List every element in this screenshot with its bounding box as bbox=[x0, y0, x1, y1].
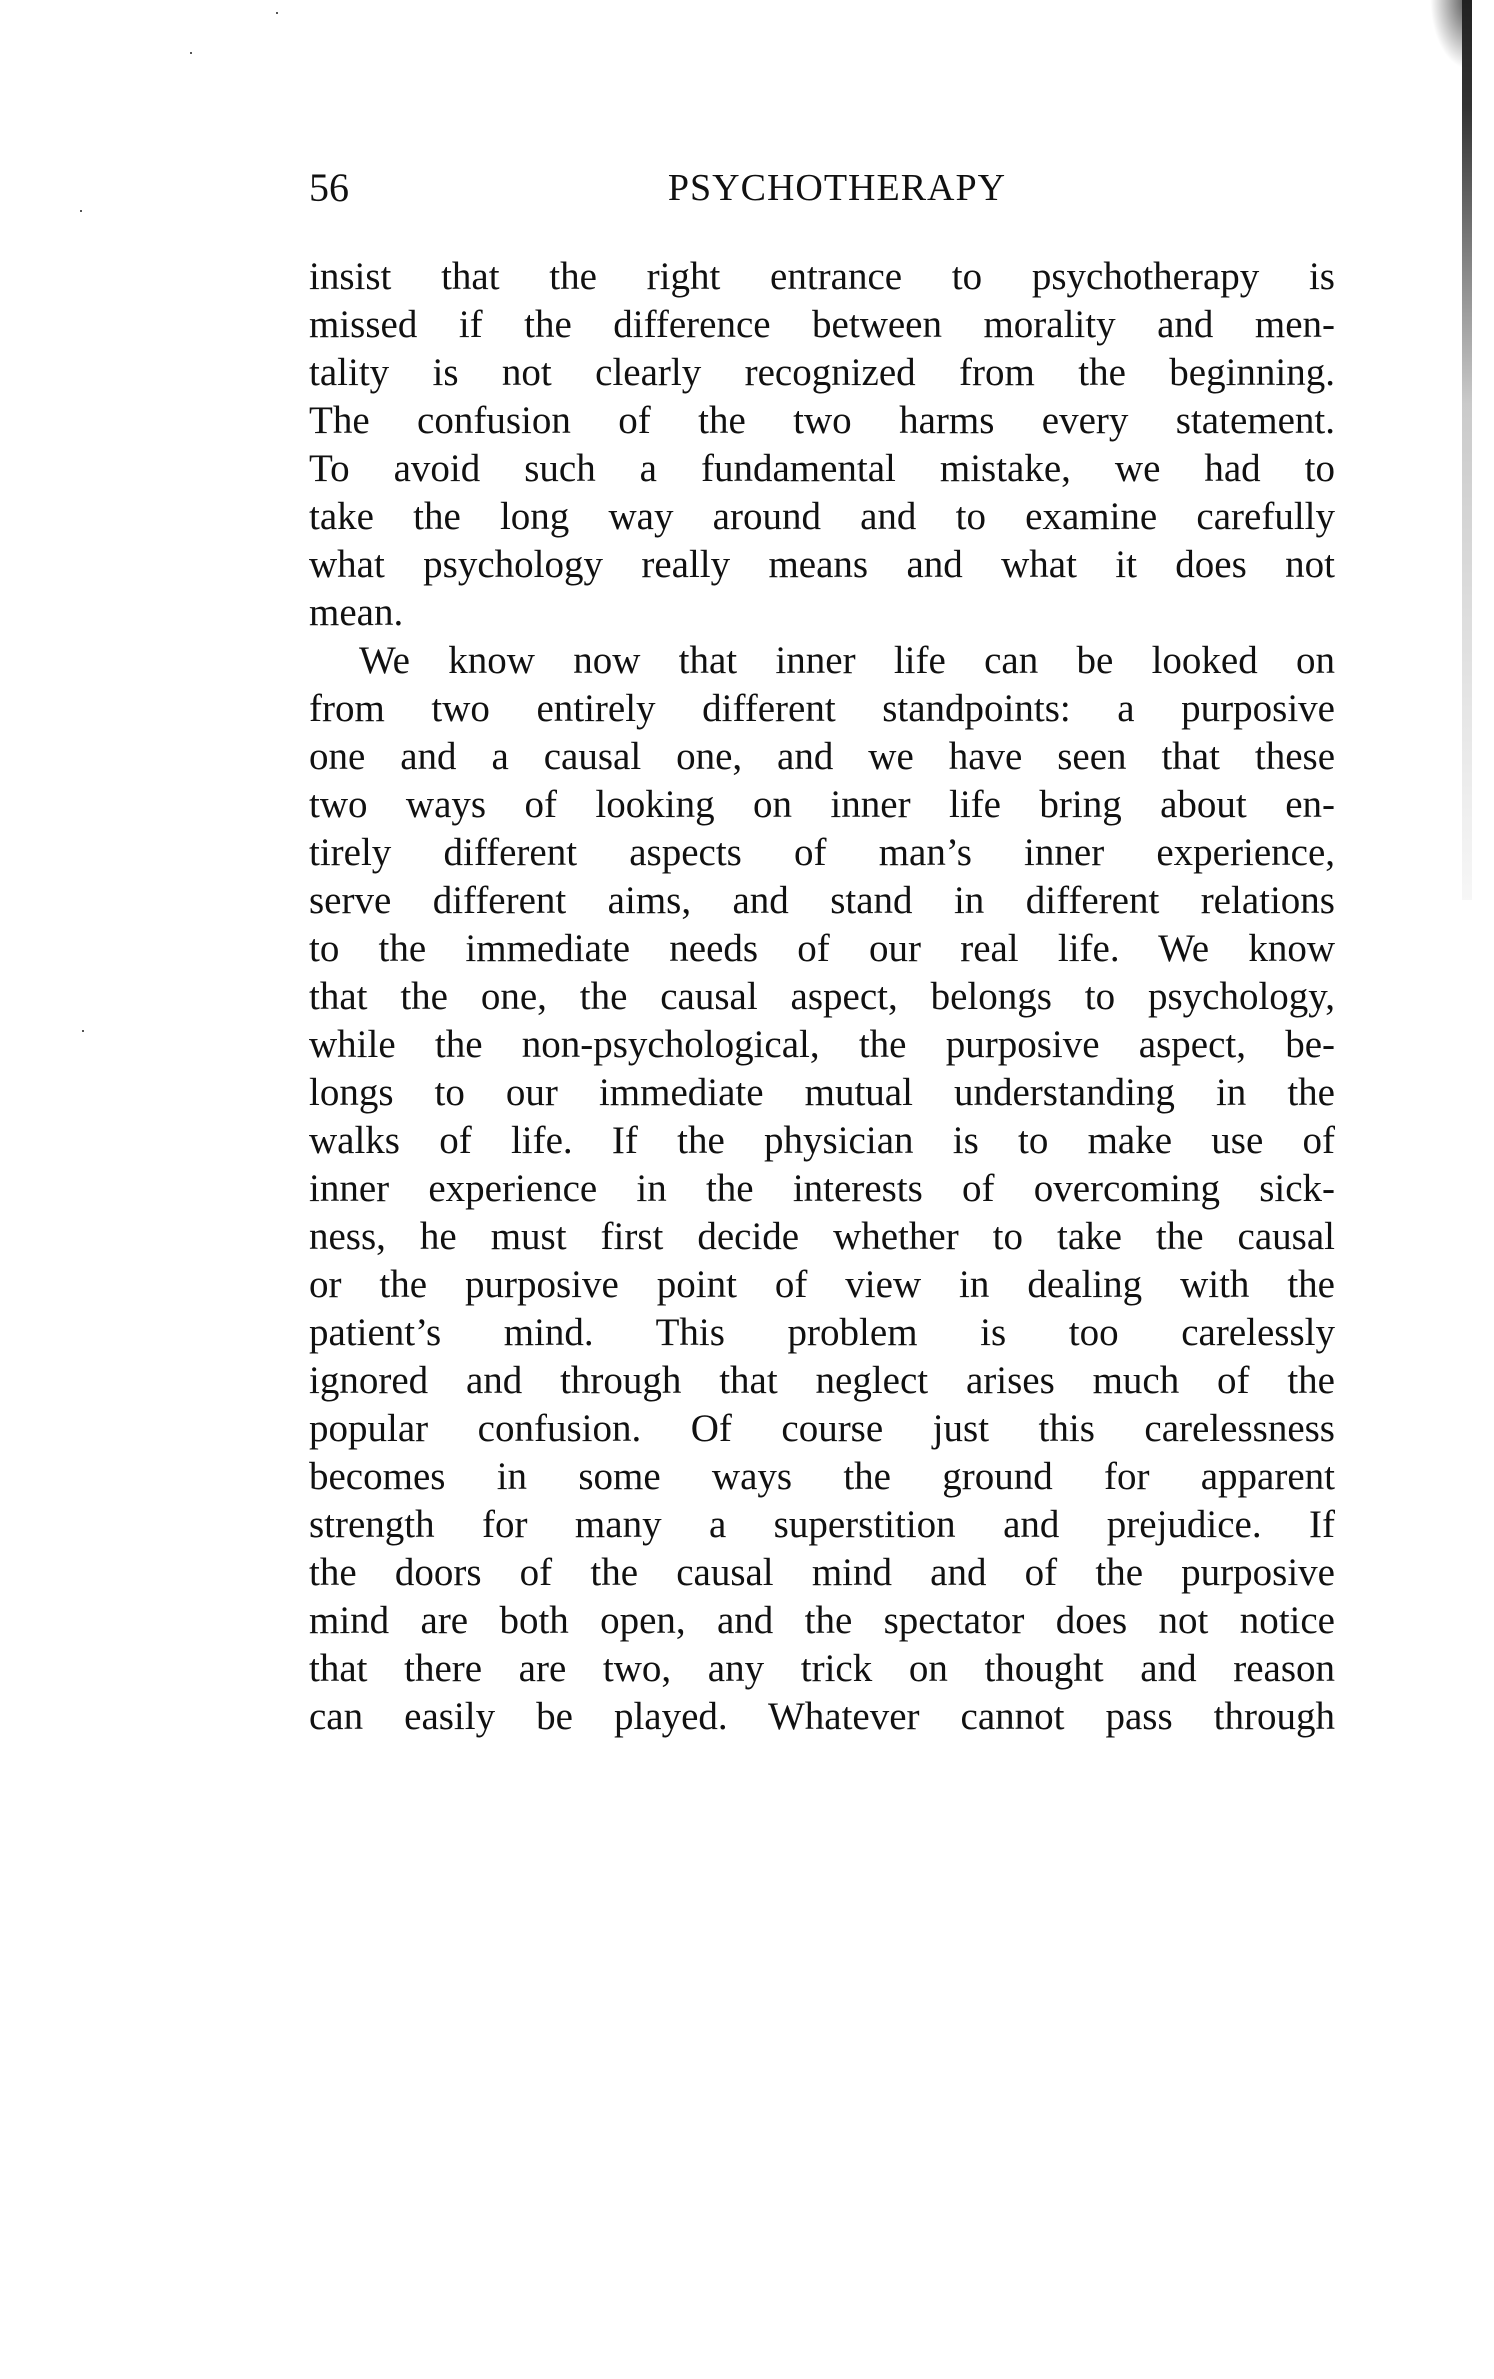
text-line: patient’s mind. This problem is too carelessly bbox=[309, 1311, 1335, 1354]
text-line: ignored and through that neglect arises much of the bbox=[309, 1359, 1335, 1402]
text-line: strength for many a superstition and prejudice. If bbox=[309, 1503, 1335, 1546]
text-line: inner experience in the interests of overcoming sick- bbox=[309, 1167, 1335, 1210]
text-line: longs to our immediate mutual understanding in the bbox=[309, 1071, 1335, 1114]
text-line: popular confusion. Of course just this carelessness bbox=[309, 1407, 1335, 1450]
text-line: missed if the difference between morality and men- bbox=[309, 303, 1335, 346]
text-line: becomes in some ways the ground for apparent bbox=[309, 1455, 1335, 1498]
page-number: 56 bbox=[309, 165, 349, 210]
scan-speck bbox=[80, 210, 82, 212]
text-line: ness, he must first decide whether to take the causal bbox=[309, 1215, 1335, 1258]
paragraph-start-line: We know now that inner life can be looked on bbox=[359, 639, 1335, 682]
text-line: To avoid such a fundamental mistake, we had to bbox=[309, 447, 1335, 490]
text-line: mind are both open, and the spectator does not notice bbox=[309, 1599, 1335, 1642]
text-line: the doors of the causal mind and of the purposive bbox=[309, 1551, 1335, 1594]
text-line: mean. bbox=[309, 591, 404, 634]
text-line: to the immediate needs of our real life. We know bbox=[309, 927, 1335, 970]
text-line: or the purposive point of view in dealing with the bbox=[309, 1263, 1335, 1306]
text-line: tirely different aspects of man’s inner experience, bbox=[309, 831, 1335, 874]
text-line: insist that the right entrance to psychotherapy is bbox=[309, 255, 1335, 298]
text-line: walks of life. If the physician is to make use of bbox=[309, 1119, 1335, 1162]
text-line: from two entirely different standpoints: a purposive bbox=[309, 687, 1335, 730]
text-line: take the long way around and to examine carefully bbox=[309, 495, 1335, 538]
text-line: while the non-psychological, the purposive aspect, be- bbox=[309, 1023, 1335, 1066]
running-head bbox=[309, 160, 1335, 216]
text-line: can easily be played. Whatever cannot pass through bbox=[309, 1695, 1335, 1738]
text-line: what psychology really means and what it does not bbox=[309, 543, 1335, 586]
text-line: one and a causal one, and we have seen that these bbox=[309, 735, 1335, 778]
text-line: serve different aims, and stand in different relations bbox=[309, 879, 1335, 922]
text-line: that there are two, any trick on thought and reason bbox=[309, 1647, 1335, 1690]
running-title: PSYCHOTHERAPY bbox=[667, 167, 1007, 209]
text-line: that the one, the causal aspect, belongs to psychology, bbox=[309, 975, 1335, 1018]
scan-speck bbox=[82, 1030, 84, 1032]
body-text bbox=[309, 253, 1335, 1741]
text-line: tality is not clearly recognized from the beginning. bbox=[309, 351, 1335, 394]
scan-speck bbox=[276, 12, 278, 14]
text-line: The confusion of the two harms every statement. bbox=[309, 399, 1335, 442]
scan-edge bbox=[1462, 0, 1472, 900]
text-line: two ways of looking on inner life bring about en- bbox=[309, 783, 1335, 826]
scan-speck bbox=[190, 52, 192, 54]
